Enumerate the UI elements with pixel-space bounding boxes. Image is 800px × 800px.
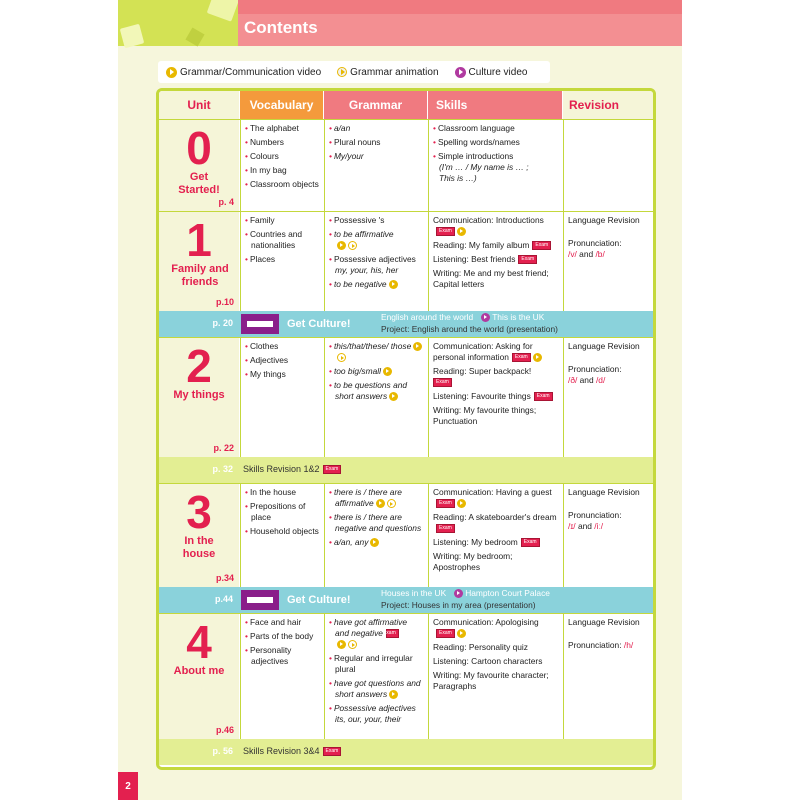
exam-badge: Exam (323, 465, 342, 474)
unit-name: My things (173, 389, 225, 401)
culture-band (159, 311, 653, 337)
skills-cell (428, 120, 562, 212)
skills-item: Communication: Introductions Exam (433, 215, 544, 235)
grammar-item: my, your, his, her (335, 265, 399, 275)
skills-item: Communication: Asking for personal information Exam (433, 341, 558, 363)
video-icon[interactable] (389, 392, 398, 401)
skills-item: This is …) (439, 173, 477, 183)
grammar-item: • Possessive adjectives its, our, your, their (329, 703, 423, 725)
exam-badge: Exam (433, 378, 452, 387)
vocabulary-item: • Parts of the body (245, 631, 319, 642)
revision-cell (563, 212, 653, 312)
skills-revision-band (159, 739, 653, 765)
unit-number: 4 (186, 616, 212, 668)
band-page: p.44 (214, 594, 233, 604)
vocabulary-item: • Adjectives (245, 355, 319, 366)
band-page: p. 56 (212, 746, 233, 756)
exam-badge: Exam (323, 747, 342, 756)
skills-cell (428, 484, 562, 588)
vocabulary-cell (240, 338, 323, 458)
skills-cell (428, 614, 562, 740)
legend-label: Culture video (468, 66, 528, 78)
unit-number: 1 (186, 214, 212, 266)
animation-icon[interactable] (337, 353, 346, 362)
exam-badge: Exam (436, 227, 455, 236)
revision-item: Language Revision (568, 617, 640, 627)
video-icon[interactable] (533, 353, 542, 362)
column-header-grammar: Grammar (324, 91, 427, 119)
grammar-item: • Possessive 's (329, 215, 423, 226)
unit-name: About me (173, 665, 225, 677)
pronunciation: /ɪ/ and /iː/ (568, 521, 604, 531)
unit-page: p.34 (215, 573, 234, 583)
video-icon[interactable] (457, 629, 466, 638)
unit-name: Family and friends (171, 263, 229, 288)
skills-revision-label: Skills Revision 1&2 Exam (243, 464, 341, 474)
unit-number: 3 (186, 486, 212, 538)
vocabulary-item: • Prepositions of place (245, 501, 319, 523)
unit-row-3 (159, 483, 653, 588)
vocabulary-item: • Classroom objects (245, 179, 319, 190)
revision-item: Pronunciation: (568, 364, 622, 374)
pronunciation: /v/ and /b/ (568, 249, 605, 259)
vocabulary-item: • Countries and nationalities (245, 229, 319, 251)
unit-number: 2 (186, 340, 212, 392)
skills-item: Listening: Favourite things Exam (433, 391, 558, 402)
unit-row-0 (159, 119, 653, 212)
grammar-cell (324, 338, 427, 458)
unit-row-4 (159, 613, 653, 740)
grammar-item: • a/an (329, 123, 423, 134)
grammar-item: • to be questions and short answers (329, 380, 423, 402)
contents-table (156, 88, 656, 770)
page-number: 2 (118, 772, 138, 800)
revision-item: Pronunciation: (568, 510, 622, 520)
video-icon[interactable] (457, 227, 466, 236)
exam-badge: Exam (386, 629, 399, 638)
grammar-item: • My/your (329, 151, 423, 162)
icon-legend (158, 61, 550, 83)
exam-badge: Exam (532, 241, 551, 250)
skills-item: Reading: Super backpack! Exam (433, 366, 532, 386)
band-page: p. 20 (212, 318, 233, 328)
culture-project: Project: Houses in my area (presentation) (381, 600, 536, 610)
exam-badge: Exam (512, 353, 531, 362)
grammar-item: • Plural nouns (329, 137, 423, 148)
video-icon[interactable] (337, 241, 346, 250)
vocabulary-item: • Household objects (245, 526, 319, 537)
culture-line: English around the world This is the UK (381, 312, 545, 322)
vocabulary-item: • Face and hair (245, 617, 319, 628)
column-header-skills: Skills (428, 91, 562, 119)
grammar-cell (324, 484, 427, 588)
skills-item: (I'm … / My name is … ; (439, 162, 529, 172)
skills-item: Communication: ApologisingExam (433, 617, 539, 637)
unit-page: p.10 (215, 297, 234, 307)
grammar-item: • a/an, any (329, 537, 423, 548)
grammar-item: • this/that/these/ those (329, 341, 423, 363)
culture-band (159, 587, 653, 613)
unit-page: p. 4 (218, 197, 234, 207)
culture-line: Houses in the UK Hampton Court Palace (381, 588, 550, 598)
unit-cell (159, 484, 239, 588)
video-icon[interactable] (383, 367, 392, 376)
pronunciation: /ð/ and /d/ (568, 375, 606, 385)
uk-flag-icon (241, 314, 279, 334)
vocabulary-cell (240, 484, 323, 588)
revision-item: Pronunciation: (568, 238, 622, 248)
unit-name: Get Started! (178, 171, 220, 196)
grammar-item: • to be affirmative (329, 229, 423, 251)
pronunciation: Pronunciation: /h/ (568, 640, 634, 650)
grammar-item: • there is / there are negative and questions (329, 512, 423, 534)
revision-item: Language Revision (568, 215, 640, 225)
exam-badge: Exam (436, 499, 455, 508)
skills-item: Reading: My family album Exam (433, 240, 558, 251)
grammar-item: • there is / there are affirmative (329, 487, 423, 509)
outline-play-icon (337, 67, 347, 77)
exam-badge: Exam (521, 538, 540, 547)
unit-row-2 (159, 337, 653, 458)
exam-badge: Exam (436, 524, 455, 533)
grammar-item: • Regular and irregular plural (329, 653, 423, 675)
skills-item: Listening: Cartoon characters (433, 656, 543, 666)
legend-item (166, 67, 321, 78)
band-page: p. 32 (212, 464, 233, 474)
video-icon[interactable] (389, 280, 398, 289)
culture-project: Project: English around the world (presentation) (381, 324, 558, 334)
unit-row-1 (159, 211, 653, 312)
grammar-cell (324, 120, 427, 212)
skills-item: Writing: Me and my best friend; Capital letters (433, 268, 549, 289)
unit-page: p. 22 (213, 443, 234, 453)
vocabulary-item: • Family (245, 215, 319, 226)
skills-item: Reading: Personality quiz (433, 642, 528, 652)
revision-cell (563, 120, 653, 212)
grammar-item: • too big/small (329, 366, 423, 377)
grammar-item: • to be negative (329, 279, 423, 290)
video-icon[interactable] (413, 342, 422, 351)
vocabulary-item: • Numbers (245, 137, 319, 148)
revision-item: Language Revision (568, 341, 640, 351)
skills-item: Communication: Having a guestExam (433, 487, 552, 507)
column-header-vocabulary: Vocabulary (240, 91, 323, 119)
grammar-cell (324, 614, 427, 740)
skills-item: • Simple introductions (433, 151, 558, 162)
column-header-unit: Unit (159, 91, 239, 119)
vocabulary-item: • The alphabet (245, 123, 319, 134)
exam-badge: Exam (436, 629, 455, 638)
unit-cell (159, 614, 239, 740)
video-icon[interactable] (389, 690, 398, 699)
unit-number: 0 (186, 122, 212, 174)
skills-item: Listening: Best friends Exam (433, 254, 558, 265)
skills-revision-band (159, 457, 653, 483)
skills-item: Writing: My favourite character; Paragraphs (433, 670, 549, 691)
skills-item: Reading: A skateboarder's dreamExam (433, 512, 557, 532)
purple-play-icon (455, 67, 466, 78)
culture-video-icon[interactable] (481, 313, 490, 322)
skills-revision-label: Skills Revision 3&4 Exam (243, 746, 341, 756)
video-icon[interactable] (376, 499, 385, 508)
uk-flag-icon (241, 590, 279, 610)
exam-badge: Exam (534, 392, 553, 401)
skills-cell (428, 338, 562, 458)
skills-cell (428, 212, 562, 312)
contents-page (118, 0, 682, 800)
vocabulary-cell (240, 614, 323, 740)
vocabulary-item: • Clothes (245, 341, 319, 352)
video-icon[interactable] (370, 538, 379, 547)
grammar-cell (324, 212, 427, 312)
video-icon[interactable] (457, 499, 466, 508)
revision-item: Language Revision (568, 487, 640, 497)
legend-label: Grammar animation (350, 66, 439, 78)
animation-icon[interactable] (348, 640, 357, 649)
skills-item: Writing: My favourite things; Punctuation (433, 405, 537, 426)
column-header-revision: Revision (563, 91, 653, 119)
legend-item (337, 67, 438, 78)
unit-page: p.46 (215, 725, 234, 735)
skills-item: • Spelling words/names (433, 137, 558, 148)
get-culture-label: Get Culture! (287, 594, 351, 606)
revision-cell (563, 338, 653, 458)
vocabulary-item: • My things (245, 369, 319, 380)
vocabulary-cell (240, 120, 323, 212)
revision-cell (563, 484, 653, 588)
vocabulary-item: • Personality adjectives (245, 645, 319, 667)
vocabulary-item: • Places (245, 254, 319, 265)
legend-label: Grammar/Communication video (180, 66, 322, 78)
grammar-item: • have got questions and short answers (329, 678, 423, 700)
vocabulary-item: • In my bag (245, 165, 319, 176)
unit-cell (159, 338, 239, 458)
vocabulary-cell (240, 212, 323, 312)
get-culture-label: Get Culture! (287, 318, 351, 330)
video-icon[interactable] (337, 640, 346, 649)
animation-icon[interactable] (348, 241, 357, 250)
yellow-play-icon (166, 67, 177, 78)
vocabulary-item: • Colours (245, 151, 319, 162)
animation-icon[interactable] (387, 499, 396, 508)
exam-badge: Exam (518, 255, 537, 264)
unit-name: In the house (182, 535, 216, 560)
page-title: Contents (244, 18, 318, 37)
grammar-item: • Possessive adjectives (329, 254, 423, 265)
grammar-item: • have got affirmative and negativeExam (329, 617, 423, 650)
skills-item: • Classroom language (433, 123, 558, 134)
revision-cell (563, 614, 653, 740)
skills-item: Writing: My bedroom; Apostrophes (433, 551, 513, 572)
legend-item (455, 67, 528, 78)
unit-cell (159, 120, 239, 212)
culture-video-icon[interactable] (454, 589, 463, 598)
skills-item: Listening: My bedroom Exam (433, 537, 558, 548)
unit-cell (159, 212, 239, 312)
vocabulary-item: • In the house (245, 487, 319, 498)
